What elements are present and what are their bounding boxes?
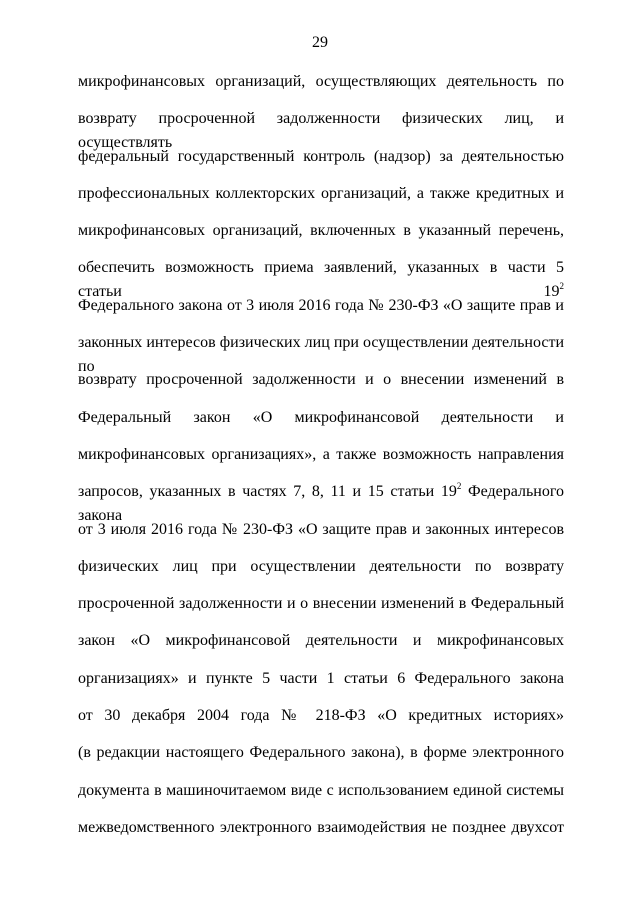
page-number: 29 [312,34,328,51]
text-line: Федерального закона от 3 июля 2016 года № 230-ФЗ «О защите прав и [78,296,564,314]
document-body [78,70,564,853]
text-line-with-superscript [78,256,564,301]
text-segment: запросов, указанных в частях 7, 8, 11 и 15 статьи 19 [78,483,457,501]
text-line: профессиональных коллекторских организаций, а также кредитных и [78,184,564,202]
text-line: физических лиц при осуществлении деятельности по возврату [78,557,564,575]
text-line: межведомственного электронного взаимодействия не позднее двухсот [78,818,564,836]
text-line-with-superscript [78,480,565,525]
text-line: Федеральный закон «О микрофинансовой деятельности и [78,408,564,426]
text-line: микрофинансовых организаций, осуществляющих деятельность по [78,73,564,90]
text-line: закон «О микрофинансовой деятельности и микрофинансовых [78,632,564,650]
text-line: федеральный государственный контроль (надзор) за деятельностью [78,147,564,165]
superscript: 2 [559,281,564,292]
text-segment: Федерального закона [78,483,565,525]
text-line: организациях» и пункте 5 части 1 статьи 6 Федерального закона [78,669,564,687]
text-line: (в редакции настоящего Федерального закона), в форме электронного [78,744,564,762]
text-line: законных интересов физических лиц при осуществлении деятельности по [78,334,564,376]
text-segment: обеспечить возможность приема заявлений, указанных в части 5 статьи 19 [78,259,564,301]
text-line: микрофинансовых организаций, включенных в указанный перечень, [78,222,564,240]
text-line: документа в машиночитаемом виде с использованием единой системы [78,781,564,799]
superscript: 2 [456,481,462,492]
text-line: просроченной задолженности и о внесении изменений в Федеральный [78,595,564,613]
text-line: от 3 июля 2016 года № 230-ФЗ «О защите прав и законных интересов [78,520,564,538]
text-line: от 30 декабря 2004 года № 218-ФЗ «О кредитных историях» [78,707,564,725]
text-line: микрофинансовых организациях», а также возможность направления [78,445,564,463]
text-line: возврату просроченной задолженности и о внесении изменений в [78,371,564,389]
text-line: возврату просроченной задолженности физических лиц, и осуществлять [78,110,564,152]
